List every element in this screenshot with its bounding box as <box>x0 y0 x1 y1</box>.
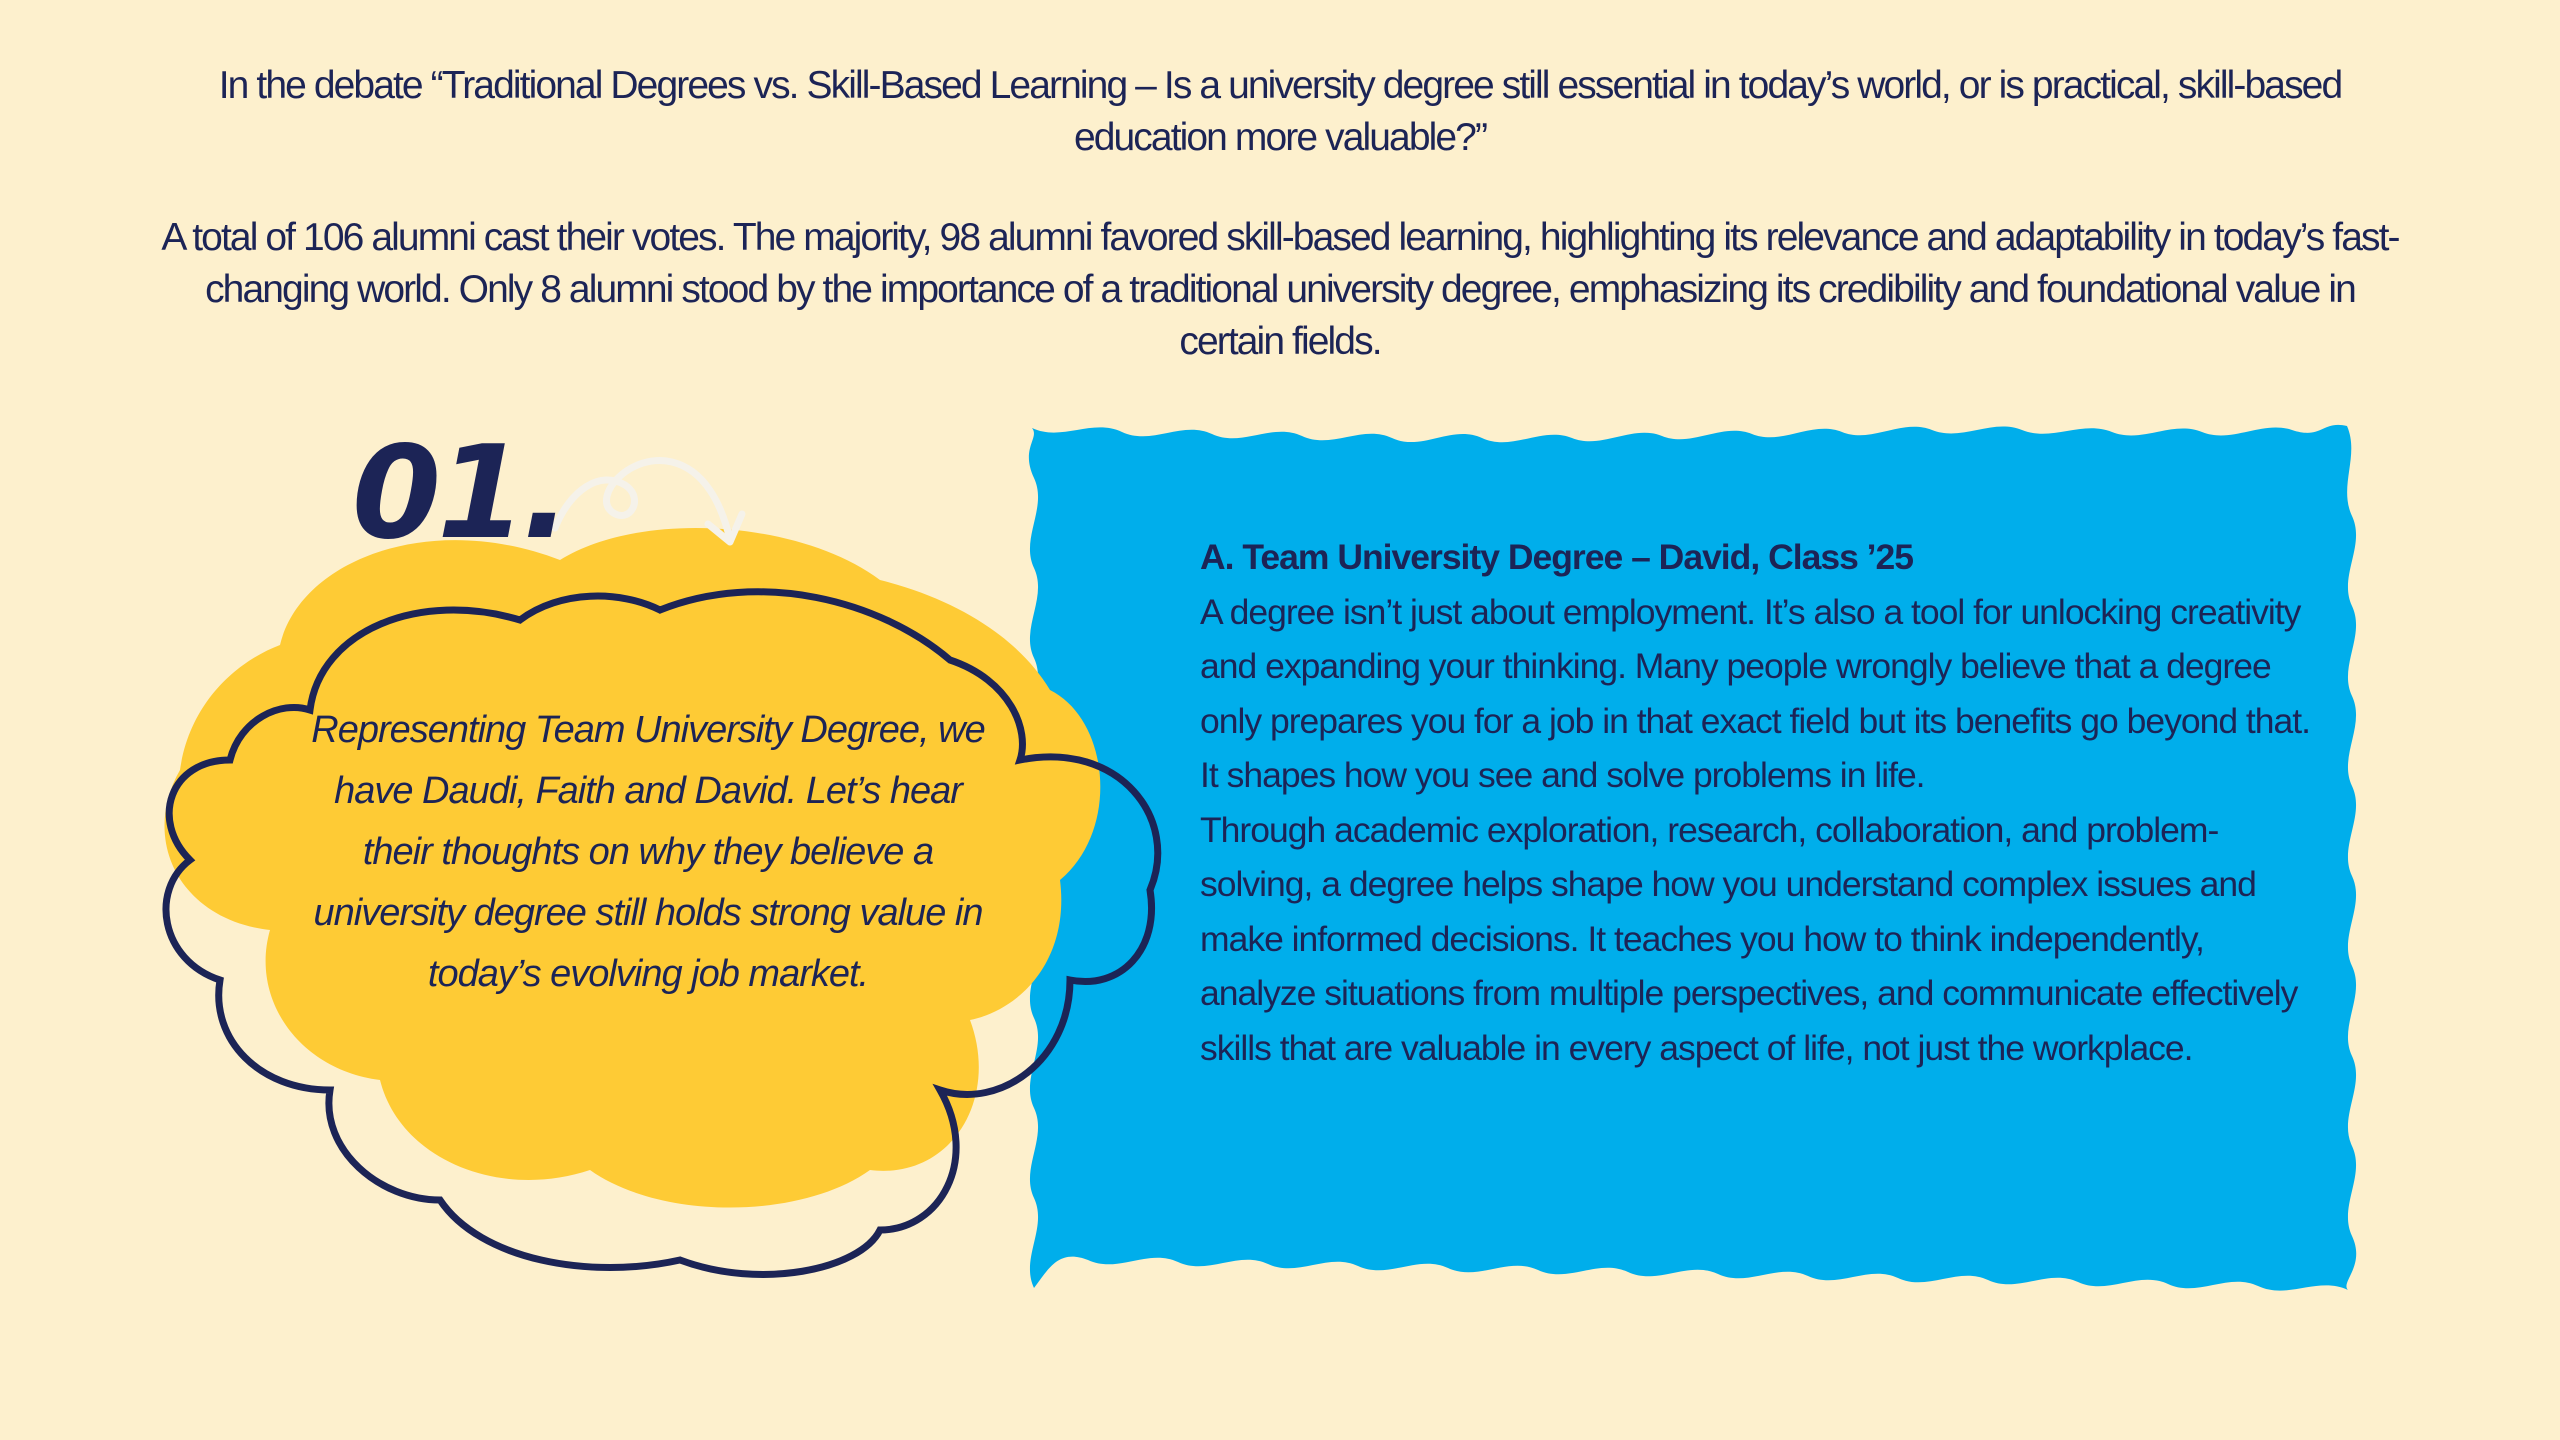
section-number: 01. <box>352 419 567 568</box>
curly-arrow-icon <box>555 461 742 542</box>
panel-heading: A. Team University Degree – David, Class ’25 <box>1200 537 1914 577</box>
panel-paragraph-2: Through academic exploration, research, collaboration, and problem-solving, a degree helps shape how you understand complex issues and make informed decisions. It teaches you how to think independently, analyze situations from multiple perspectives, and communicate effectively skills that are valuable in every aspect of life, not just the workplace. <box>1200 809 2298 1068</box>
panel-paragraph-1: A degree isn’t just about employment. It’s also a tool for unlocking creativity and expanding your thinking. Many people wrongly believe that a degree only prepares you for a job in that exact field but its benefits go beyond that. It shapes how you see and solve problems in life. <box>1200 591 2310 795</box>
intro-text-block <box>150 60 2410 368</box>
panel-content <box>1200 530 2310 1075</box>
cloud-intro-text: Representing Team University Degree, we have Daudi, Faith and David. Let’s hear their thoughts on why they believe a university degree still holds strong value in today’s evolving job market. <box>311 709 985 995</box>
vote-results: A total of 106 alumni cast their votes. The majority, 98 alumni favored skill-based learning, highlighting its relevance and adaptability in today’s fast-changing world. Only 8 alumni stood by the importance of a traditional university degree, emphasizing its credibility and foundational value in certain fields. <box>161 216 2399 363</box>
debate-question: In the debate “Traditional Degrees vs. Skill-Based Learning – Is a university degree still essential in today’s world, or is practical, skill-based education more valuable?” <box>218 64 2342 159</box>
